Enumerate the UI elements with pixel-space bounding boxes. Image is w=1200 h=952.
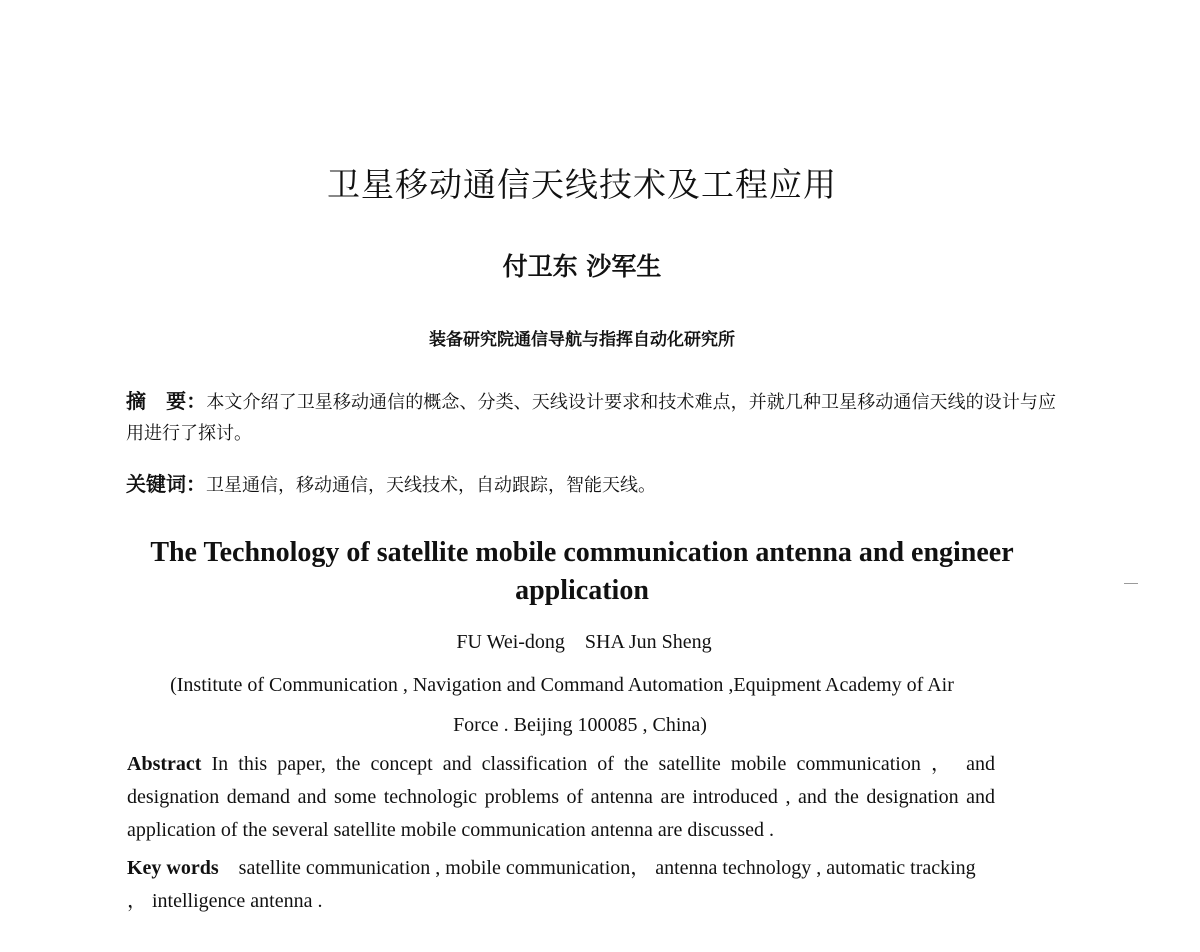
chinese-title: 卫星移动通信天线技术及工程应用 [327,165,837,204]
chinese-affiliation: 装备研究院通信导航与指挥自动化研究所 [429,330,735,350]
english-title [0,534,1182,610]
chinese-keywords [126,469,1056,501]
english-title-line-2: application [515,575,649,606]
english-keywords-label: Key words [127,857,219,879]
chinese-abstract-text: 本文介绍了卫星移动通信的概念、分类、天线设计要求和技术难点，并就几种卫星移动通信天线的设计与应用进行了探讨。 [126,392,1057,444]
english-keywords-text: satellite communication , mobile communication， antenna technology , automatic tracking ， intelligence antenna . [127,857,981,912]
chinese-authors: 付卫东 沙军生 [502,252,662,281]
chinese-abstract-label: 摘 要： [126,389,207,413]
chinese-keywords-label: 关键词： [126,472,206,496]
english-affiliation-line-2: Force . Beijing 100085 , China) [453,714,707,736]
chinese-keywords-text: 卫星通信，移动通信，天线技术，自动跟踪，智能天线。 [206,475,656,496]
english-abstract-label: Abstract [127,753,202,775]
english-affiliation-line-1: (Institute of Communication , Navigation and Command Automation ,Equipment Academy of Air [170,674,954,696]
margin-scan-mark [1124,583,1138,584]
english-title-line-1: The Technology of satellite mobile communication antenna and engineer [150,537,1014,568]
english-authors: FU Wei-dong SHA Jun Sheng [456,631,712,653]
english-keywords [127,852,987,918]
english-abstract-text: In this paper, the concept and classification of the satellite mobile communication ， and designation demand and some technologic problems of antenna are introduced , and the designation and application of the several satellite mobile communication antenna are discussed . [127,753,995,841]
chinese-abstract [126,386,1056,449]
english-abstract [127,748,995,847]
